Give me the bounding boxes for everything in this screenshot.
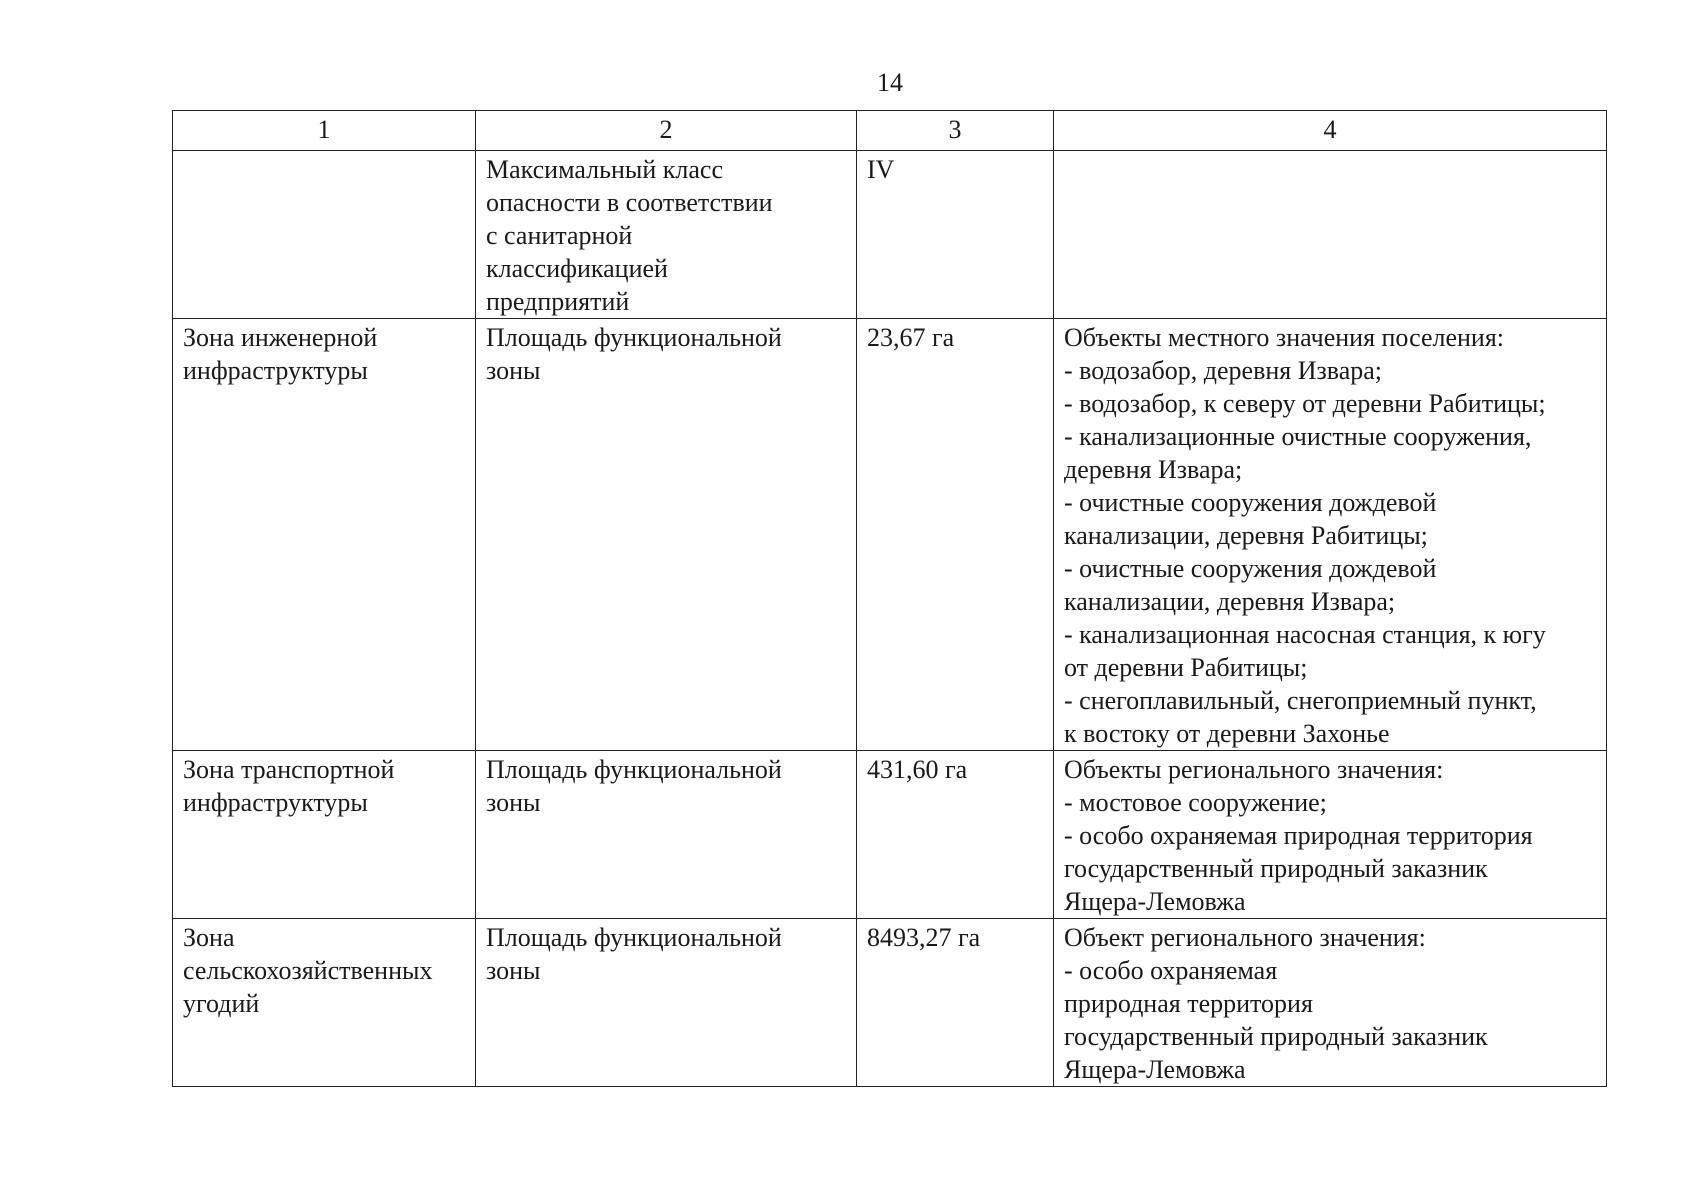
cell-text-line: - особо охраняемая природная территория	[1064, 821, 1533, 850]
zone-name-cell	[173, 919, 476, 1087]
cell-text-line: - водозабор, деревня Извара;	[1064, 356, 1383, 385]
zones-table	[172, 110, 1607, 1087]
objects-cell	[1054, 751, 1607, 919]
table-header-row	[173, 111, 1607, 151]
cell-text-line: угодий	[183, 989, 260, 1018]
table-row	[173, 319, 1607, 751]
cell-text-line: с санитарной	[486, 221, 633, 250]
table-row	[173, 919, 1607, 1087]
objects-cell	[1054, 919, 1607, 1087]
column-header-3: 3	[857, 111, 1054, 151]
cell-text-line: - водозабор, к северу от деревни Рабитицы;	[1064, 389, 1546, 418]
zone-name-cell	[173, 151, 476, 319]
cell-text-line: - снегоплавильный, снегоприемный пункт,	[1064, 686, 1537, 715]
cell-text-line: канализации, деревня Рабитицы;	[1064, 521, 1428, 550]
cell-text-line: 431,60 га	[867, 755, 968, 784]
cell-text-line: Площадь функциональной	[486, 323, 782, 352]
cell-text-line: - канализационная насосная станция, к югу	[1064, 620, 1546, 649]
cell-text-line: Зона транспортной	[183, 755, 395, 784]
cell-text-line: Ящера-Лемовжа	[1064, 1055, 1246, 1084]
cell-text-line: зоны	[486, 356, 541, 385]
value-cell	[857, 919, 1054, 1087]
cell-text-line: опасности в соответствии	[486, 188, 773, 217]
cell-text-line: Максимальный класс	[486, 155, 723, 184]
table-row	[173, 751, 1607, 919]
column-header-2: 2	[476, 111, 857, 151]
cell-text-line: Ящера-Лемовжа	[1064, 887, 1246, 916]
cell-text-line: IV	[867, 155, 895, 184]
cell-text-line: от деревни Рабитицы;	[1064, 653, 1308, 682]
cell-text-line: классификацией	[486, 254, 668, 283]
parameter-cell	[476, 751, 857, 919]
cell-text-line: 23,67 га	[867, 323, 955, 352]
table-row	[173, 151, 1607, 319]
zone-name-cell	[173, 319, 476, 751]
cell-text-line: зоны	[486, 956, 541, 985]
cell-text-line: инфраструктуры	[183, 356, 368, 385]
column-header-1: 1	[173, 111, 476, 151]
cell-text-line: 8493,27 га	[867, 923, 981, 952]
cell-text-line: канализации, деревня Извара;	[1064, 587, 1396, 616]
cell-text-line: Объект регионального значения:	[1064, 923, 1426, 952]
cell-text-line: инфраструктуры	[183, 788, 368, 817]
cell-text-line: Объекты регионального значения:	[1064, 755, 1444, 784]
zone-name-cell	[173, 751, 476, 919]
cell-text-line: - очистные сооружения дождевой	[1064, 554, 1437, 583]
cell-text-line: предприятий	[486, 287, 630, 316]
cell-text-line: государственный природный заказник	[1064, 1022, 1488, 1051]
cell-text-line: зоны	[486, 788, 541, 817]
page-number: 14	[877, 68, 903, 97]
cell-text-line: Объекты местного значения поселения:	[1064, 323, 1505, 352]
value-cell	[857, 751, 1054, 919]
cell-text-line: Зона инженерной	[183, 323, 378, 352]
cell-text-line: - очистные сооружения дождевой	[1064, 488, 1437, 517]
cell-text-line: деревня Извара;	[1064, 455, 1243, 484]
value-cell	[857, 319, 1054, 751]
objects-cell	[1054, 319, 1607, 751]
cell-text-line: сельскохозяйственных	[183, 956, 433, 985]
cell-text-line: Зона	[183, 923, 235, 952]
cell-text-line: - мостовое сооружение;	[1064, 788, 1327, 817]
parameter-cell	[476, 919, 857, 1087]
cell-text-line: к востоку от деревни Захонье	[1064, 719, 1390, 748]
parameter-cell	[476, 151, 857, 319]
objects-cell	[1054, 151, 1607, 319]
cell-text-line: Площадь функциональной	[486, 923, 782, 952]
cell-text-line: Площадь функциональной	[486, 755, 782, 784]
column-header-4: 4	[1054, 111, 1607, 151]
cell-text-line: - особо охраняемая	[1064, 956, 1278, 985]
cell-text-line: природная территория	[1064, 989, 1313, 1018]
parameter-cell	[476, 319, 857, 751]
cell-text-line: государственный природный заказник	[1064, 854, 1488, 883]
cell-text-line: - канализационные очистные сооружения,	[1064, 422, 1532, 451]
value-cell	[857, 151, 1054, 319]
